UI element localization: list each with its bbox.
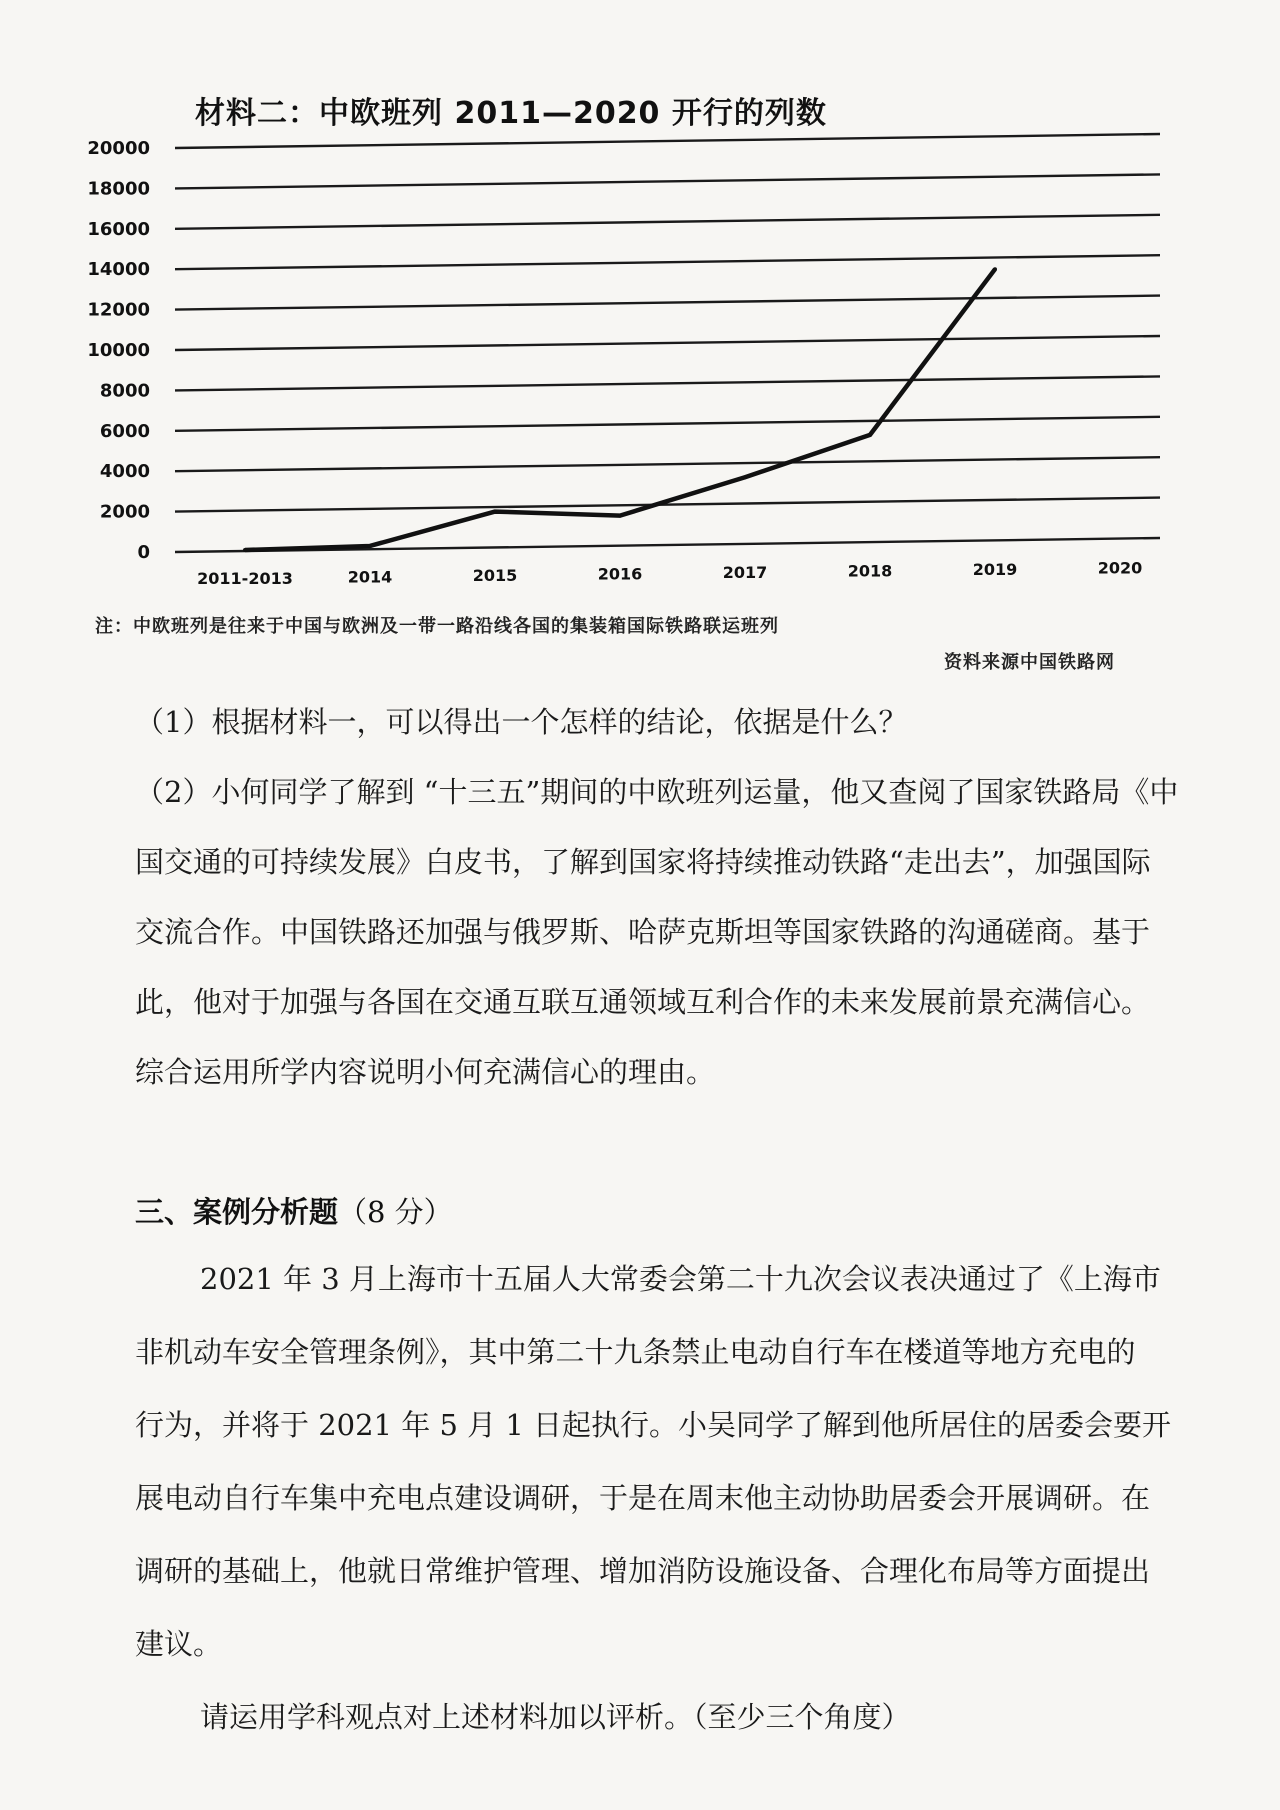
case-paragraph-line: 非机动车安全管理条例》，其中第二十九条禁止电动自行车在楼道等地方充电的 <box>135 1335 1136 1369</box>
data-point <box>493 510 497 514</box>
y-tick-label: 16000 <box>87 218 150 240</box>
gridline <box>175 417 1160 431</box>
data-point <box>743 475 747 479</box>
section-3-title: 三、案例分析题 <box>135 1195 339 1229</box>
case-prompt: 请运用学科观点对上述材料加以评析。（至少三个角度） <box>200 1700 911 1734</box>
chart-source: 资料来源中国铁路网 <box>944 652 1115 673</box>
gridline <box>175 134 1160 148</box>
x-tick-label: 2011-2013 <box>197 569 293 588</box>
question-2-line: 国交通的可持续发展》白皮书，了解到国家将持续推动铁路“走出去”，加强国际 <box>135 845 1151 879</box>
chart-title: 材料二：中欧班列 2011—2020 开行的列数 <box>195 96 827 131</box>
chart-note: 注：中欧班列是往来于中国与欧洲及一带一路沿线各国的集装箱国际铁路联运班列 <box>95 616 779 637</box>
data-point <box>993 267 997 271</box>
x-tick-label: 2014 <box>347 567 393 587</box>
y-tick-label: 0 <box>137 542 150 563</box>
x-tick-label: 2020 <box>1097 558 1143 578</box>
question-2-line: 此，他对于加强与各国在交通互联互通领域互利合作的未来发展前景充满信心。 <box>135 985 1151 1019</box>
case-paragraph-line: 行为，并将于 2021 年 5 月 1 日起执行。小吴同学了解到他所居住的居委会要开 <box>135 1408 1172 1442</box>
x-tick-label: 2018 <box>847 561 893 581</box>
case-paragraph-line: 2021 年 3 月上海市十五届人大常委会第二十九次会议表决通过了《上海市 <box>200 1262 1161 1296</box>
y-tick-label: 10000 <box>87 340 150 361</box>
section-3-score: （8 分） <box>338 1195 453 1229</box>
gridline <box>175 215 1160 229</box>
y-tick-label: 6000 <box>99 420 150 442</box>
y-tick-label: 12000 <box>87 299 150 321</box>
gridline <box>175 336 1160 350</box>
data-point <box>243 548 247 552</box>
x-tick-label: 2015 <box>472 566 518 585</box>
gridline <box>175 457 1160 471</box>
y-tick-label: 14000 <box>87 259 150 281</box>
gridline <box>175 296 1160 310</box>
question-2-line: 交流合作。中国铁路还加强与俄罗斯、哈萨克斯坦等国家铁路的沟通磋商。基于 <box>135 915 1151 949</box>
case-paragraph-line: 调研的基础上，他就日常维护管理、增加消防设施设备、合理化布局等方面提出 <box>135 1554 1151 1588</box>
x-tick-label: 2017 <box>722 563 768 582</box>
x-tick-label: 2019 <box>972 560 1018 579</box>
gridline <box>175 174 1160 188</box>
data-point <box>618 514 622 518</box>
question-1: （1）根据材料一，可以得出一个怎样的结论，依据是什么？ <box>135 705 908 739</box>
y-tick-label: 2000 <box>99 501 150 523</box>
question-2-line: 综合运用所学内容说明小何充满信心的理由。 <box>135 1055 716 1089</box>
gridline <box>175 376 1160 390</box>
case-paragraph-line: 建议。 <box>135 1627 223 1661</box>
gridline <box>175 538 1160 552</box>
y-tick-label: 8000 <box>99 380 150 402</box>
question-2-line: （2）小何同学了解到 “十三五”期间的中欧班列运量，他又查阅了国家铁路局《中 <box>135 775 1179 809</box>
section-3-heading <box>135 1190 453 1231</box>
case-paragraph-line: 展电动自行车集中充电点建设调研，于是在周末他主动协助居委会开展调研。在 <box>135 1481 1151 1515</box>
x-tick-label: 2016 <box>597 564 643 584</box>
gridline <box>175 255 1160 269</box>
y-tick-label: 20000 <box>87 138 150 159</box>
y-tick-label: 4000 <box>99 461 150 483</box>
line-chart <box>60 120 1180 600</box>
data-point <box>368 544 372 548</box>
data-point <box>868 433 872 437</box>
y-tick-label: 18000 <box>87 178 150 200</box>
